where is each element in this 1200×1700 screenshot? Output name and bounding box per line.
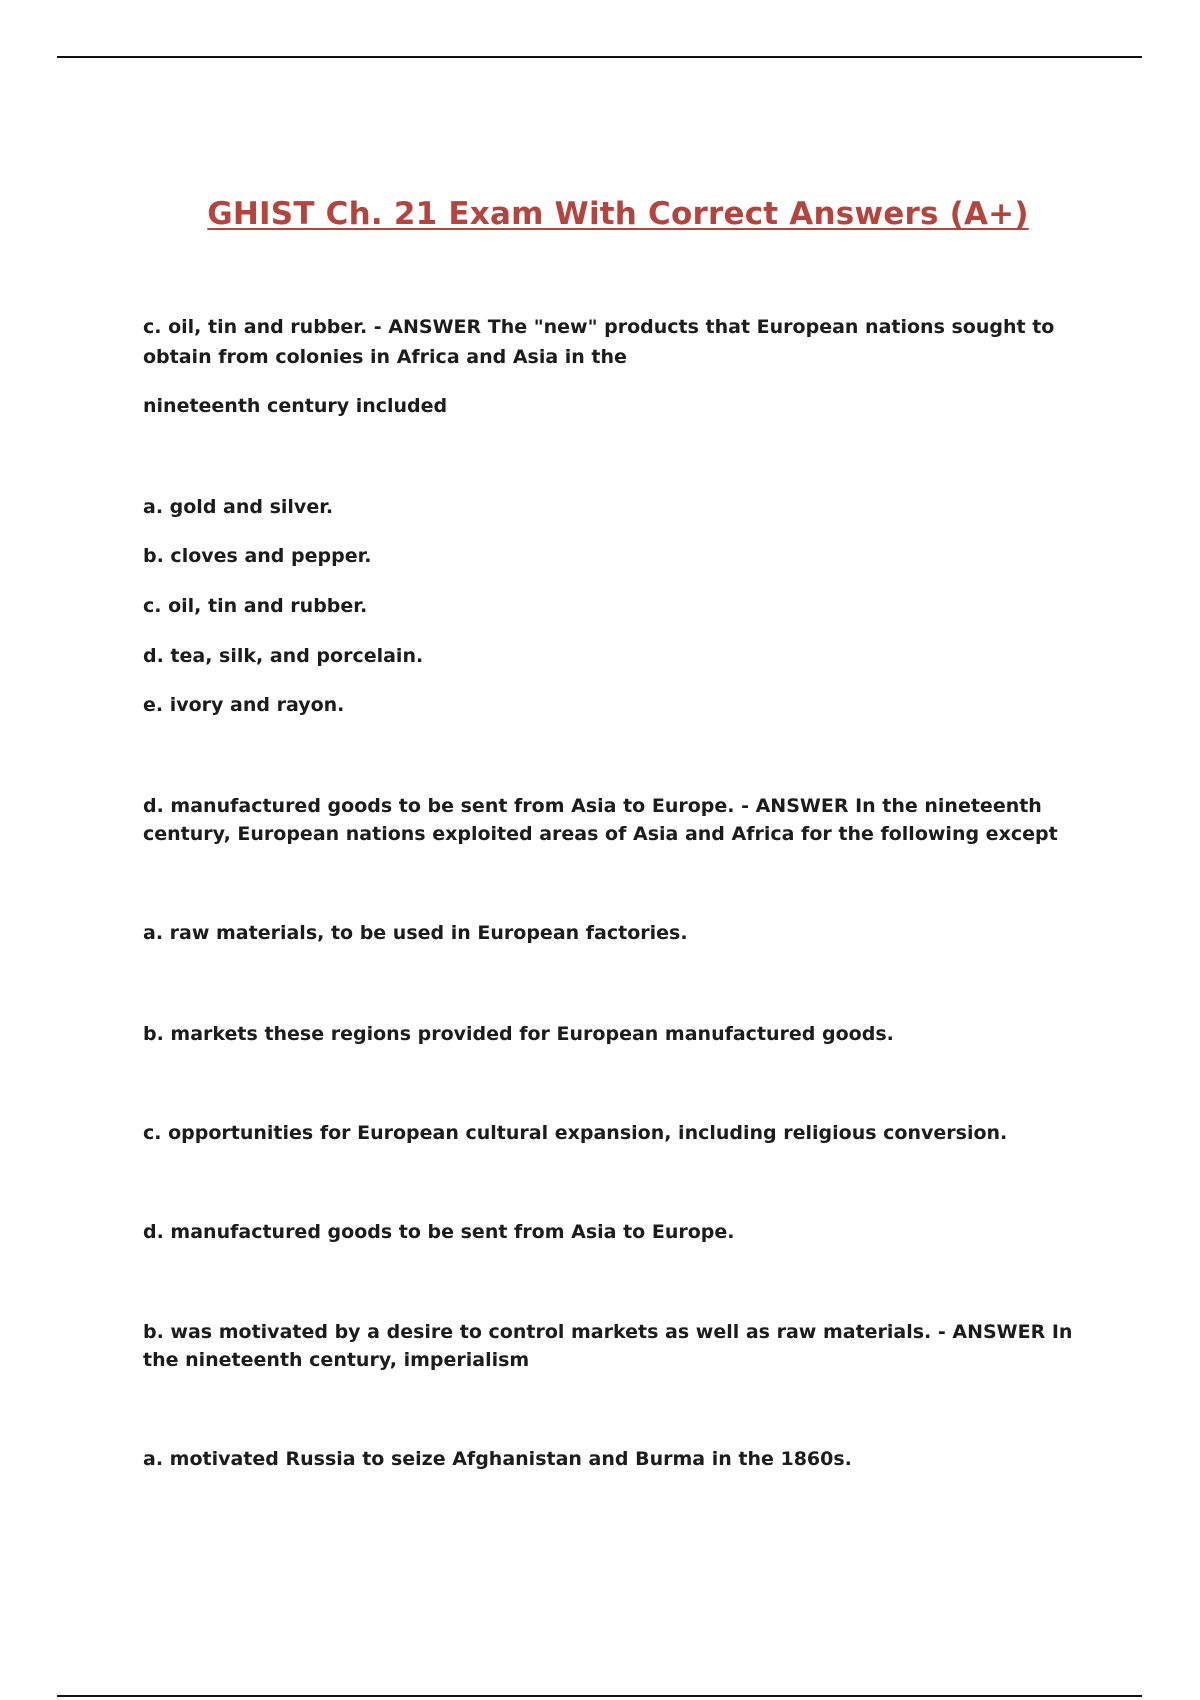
question-1-option-a: a. gold and silver.: [143, 496, 334, 518]
bottom-rule: [57, 1695, 1142, 1697]
question-1-line-1: c. oil, tin and rubber. - ANSWER The "new" products that European nations sought to: [143, 316, 1055, 338]
question-1-line-2: obtain from colonies in Africa and Asia in the: [143, 346, 627, 368]
question-2-option-b: b. markets these regions provided for European manufactured goods.: [143, 1023, 894, 1045]
top-rule: [57, 56, 1142, 58]
question-1-option-b: b. cloves and pepper.: [143, 545, 372, 567]
question-3-line-1: b. was motivated by a desire to control markets as well as raw materials. - ANSWER In: [143, 1321, 1073, 1343]
question-2-line-2: century, European nations exploited areas of Asia and Africa for the following except: [143, 823, 1058, 845]
question-1-line-3: nineteenth century included: [143, 395, 448, 417]
question-2-line-1: d. manufactured goods to be sent from Asia to Europe. - ANSWER In the nineteenth: [143, 795, 1042, 817]
question-1-option-e: e. ivory and rayon.: [143, 694, 345, 716]
question-2-option-a: a. raw materials, to be used in European factories.: [143, 922, 688, 944]
question-2-option-c: c. opportunities for European cultural expansion, including religious conversion.: [143, 1122, 1008, 1144]
question-3-line-2: the nineteenth century, imperialism: [143, 1349, 530, 1371]
question-2-option-d: d. manufactured goods to be sent from Asia to Europe.: [143, 1221, 735, 1243]
question-1-option-d: d. tea, silk, and porcelain.: [143, 645, 424, 667]
question-3-option-a: a. motivated Russia to seize Afghanistan and Burma in the 1860s.: [143, 1448, 852, 1470]
document-title: GHIST Ch. 21 Exam With Correct Answers (A+): [207, 196, 1029, 232]
question-1-option-c: c. oil, tin and rubber.: [143, 595, 368, 617]
